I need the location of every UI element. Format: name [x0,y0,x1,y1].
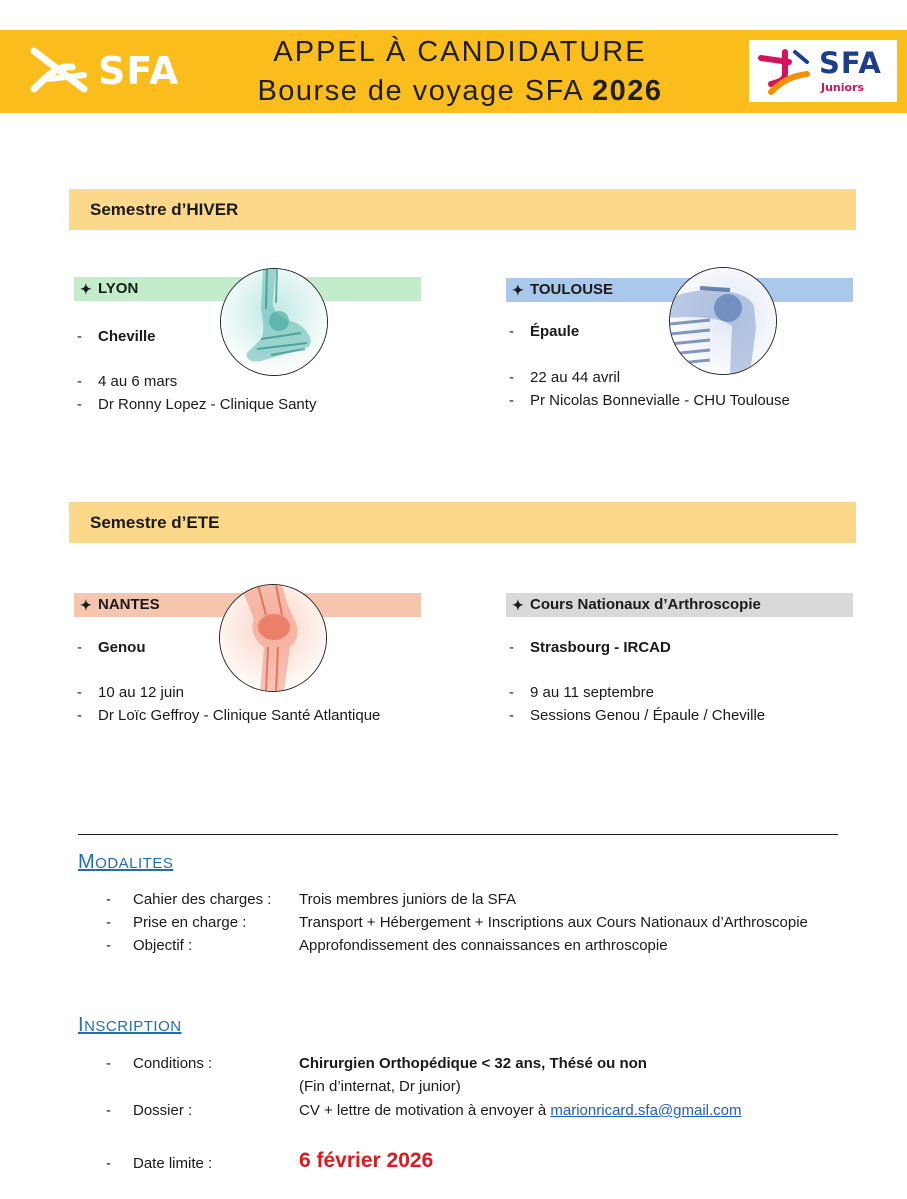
shoulder-xray-icon [669,267,777,375]
list-bullet: - [106,914,111,931]
list-bullet: - [77,684,82,701]
modalites-title-first: M [78,851,96,873]
inscription-title-rest: NSCRIPTION [84,1018,182,1035]
modalite-value: Trois membres juniors de la SFA [299,891,517,908]
subtitle-year: 2026 [592,75,663,107]
list-bullet: - [77,373,82,390]
session-dates: 10 au 12 juin [98,684,184,701]
sfa-logo-mark-icon [28,45,90,97]
dossier-value [299,1102,742,1119]
sfa-juniors-sub: Juniors [821,81,865,94]
session-dates: 4 au 6 mars [98,373,178,390]
subtitle-text: Bourse de voyage SFA [257,75,583,107]
star-icon: ✦ [80,597,92,613]
email-link[interactable]: marionricard.sfa@gmail.com [550,1102,742,1119]
session-city: TOULOUSE [530,281,614,298]
list-bullet: - [77,707,82,724]
inscription-title-first: I [78,1014,85,1036]
semester-header-summer [69,502,856,543]
session-host: Sessions Genou / Épaule / Cheville [530,707,766,724]
modalites-title-rest: ODALITES [95,855,174,872]
sfa-logo [28,45,179,97]
list-bullet: - [509,369,514,386]
list-bullet: - [106,1155,111,1172]
conditions-label: Conditions : [133,1055,213,1072]
sfa-juniors-mark-icon [755,48,813,96]
session-topic: Strasbourg - IRCAD [530,639,671,656]
session-city: NANTES [98,596,160,613]
page-title: APPEL À CANDIDATURE [273,36,647,68]
list-bullet: - [106,1055,111,1072]
modalite-value: Transport + Hébergement + Inscriptions aux Cours Nationaux d’Arthroscopie [299,914,808,931]
list-bullet: - [509,323,514,340]
session-topic: Épaule [530,323,580,340]
session-host: Dr Loïc Geffroy - Clinique Santé Atlantique [98,707,381,724]
list-bullet: - [106,937,111,954]
deadline-value: 6 février 2026 [299,1149,434,1172]
session-topic: Genou [98,639,146,656]
deadline-label: Date limite : [133,1155,213,1172]
star-icon: ✦ [80,281,92,297]
session-host: Dr Ronny Lopez - Clinique Santy [98,396,317,413]
ankle-xray-icon [220,268,328,376]
session-dates: 22 au 44 avril [530,369,621,386]
list-bullet: - [77,328,82,345]
modalite-label: Objectif : [133,937,193,954]
star-icon: ✦ [512,597,524,613]
list-bullet: - [509,707,514,724]
modalite-label: Prise en charge : [133,914,247,931]
session-header-cours-nationaux [506,593,853,617]
dossier-text: CV + lettre de motivation à envoyer à [299,1102,547,1119]
list-bullet: - [509,684,514,701]
semester-header-winter [69,189,856,230]
modalite-label: Cahier des charges : [133,891,272,908]
sfa-juniors-text: SFA [819,46,882,80]
modalite-value: Approfondissement des connaissances en arthroscopie [299,937,668,954]
sfa-logo-text: SFA [98,49,180,93]
session-host: Pr Nicolas Bonnevialle - CHU Toulouse [530,392,790,409]
list-bullet: - [77,396,82,413]
session-city: Cours Nationaux d’Arthroscopie [530,596,761,613]
list-bullet: - [106,891,111,908]
list-bullet: - [509,639,514,656]
star-icon: ✦ [512,282,524,298]
page-subtitle [200,75,720,108]
section-divider [78,834,838,835]
knee-xray-icon [219,584,327,692]
list-bullet: - [509,392,514,409]
conditions-value: Chirurgien Orthopédique < 32 ans, Thésé ou non [299,1055,647,1072]
semester-title: Semestre d’HIVER [90,200,239,219]
dossier-label: Dossier : [133,1102,193,1119]
session-topic: Cheville [98,328,156,345]
sfa-juniors-logo [749,40,897,102]
session-dates: 9 au 11 septembre [530,684,654,701]
list-bullet: - [106,1102,111,1119]
modalites-title [78,851,173,874]
conditions-note: (Fin d’internat, Dr junior) [299,1078,461,1095]
inscription-title [78,1014,182,1037]
list-bullet: - [77,639,82,656]
session-city: LYON [98,280,139,297]
semester-title: Semestre d’ETE [90,513,220,532]
